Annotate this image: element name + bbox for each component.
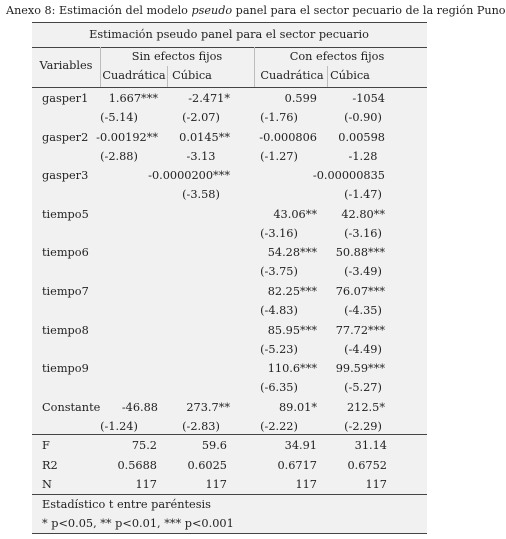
coefficient-cell: 54.28*** [267,246,317,260]
coefficient-cell: 0.0145** [179,130,230,144]
tstat-cell: (-0.90) [344,111,382,124]
coefficient-cell: 99.59*** [335,362,385,376]
tstat-cell: (-2.29) [344,419,382,433]
stat-label: R2 [42,459,58,472]
tstat-cell: (-1.47) [344,188,382,202]
col-header: Cúbica [172,69,212,82]
col-header: Cuadrática [102,69,166,82]
coefficient-cell: 76.07*** [335,285,385,298]
stat-cell: 0.6717 [277,459,317,472]
notes-line2: * p<0.05, ** p<0.01, *** p<0.001 [42,517,234,530]
tstat-cell: -3.13 [186,149,216,163]
tstat-cell: (-2.88) [100,149,138,163]
coefficient-cell: 42.80** [341,207,385,221]
notes-line1: Estadístico t entre paréntesis [42,498,211,511]
coefficient-cell: 89.01* [279,400,317,414]
row-label: tiempo8 [42,323,89,337]
row-label: gasper3 [42,169,89,183]
coefficient-cell: 77.72*** [335,323,385,337]
col-header: Cuadrática [260,69,324,82]
row-label: tiempo6 [42,246,89,260]
tstat-cell: (-1.27) [260,149,298,163]
coefficient-cell: -2.471* [188,92,230,105]
coefficient-cell: -46.88 [121,400,158,414]
tstat-cell: (-2.22) [260,419,298,433]
stat-cell: 0.6752 [347,459,387,472]
row-label: tiempo5 [42,207,89,221]
table-caption [6,4,506,17]
row-label: gasper1 [42,92,89,105]
group-header-sin: Sin efectos fijos [131,50,223,63]
regression-table [32,22,427,534]
tstat-cell: (-5.27) [344,381,382,395]
variables-header: Variables [39,59,93,72]
coefficient-cell: 212.5* [347,400,385,414]
tstat-cell: (-6.35) [260,381,298,395]
coefficient-cell: -1054 [352,92,385,105]
tstat-cell: (-3.16) [260,226,298,240]
caption-italic: pseudo [191,4,233,17]
stat-cell: 0.6025 [187,459,227,472]
coefficient-cell: 85.95*** [267,323,317,337]
stat-label: F [42,439,50,452]
table-title: Estimación pseudo panel para el sector pecuario [89,28,369,41]
stat-cell: 0.5688 [117,459,157,472]
row-label: tiempo9 [42,362,89,376]
caption-prefix: Anexo 8: Estimación del modelo [6,4,192,17]
stat-cell: 117 [295,478,317,491]
tstat-cell: (-2.07) [182,111,220,124]
coefficient-cell: 1.667*** [108,92,158,105]
caption-suffix: panel para el sector pecuario de la región Puno [232,4,506,17]
tstat-cell: (-4.83) [260,304,298,317]
tstat-cell: (-3.16) [344,226,382,240]
tstat-cell: (-3.58) [182,188,220,202]
coefficient-cell: 82.25*** [267,285,317,298]
tstat-cell: -1.28 [348,149,378,163]
row-label: gasper2 [42,130,89,144]
coefficient-cell: 0.00598 [338,130,385,144]
col-header: Cúbica [330,69,370,82]
stat-label: N [42,478,52,491]
coefficient-cell: 273.7** [186,400,230,414]
tstat-cell: (-5.23) [260,342,298,356]
tstat-cell: (-4.35) [344,304,382,317]
tstat-cell: (-3.49) [344,265,382,279]
tstat-cell: (-2.83) [182,419,220,433]
stat-cell: 31.14 [354,439,387,452]
tstat-cell: (-1.24) [100,419,138,433]
stat-cell: 34.91 [284,439,317,452]
coefficient-cell: 0.599 [284,92,317,105]
coefficient-cell: 43.06** [273,207,317,221]
stat-cell: 117 [365,478,387,491]
tstat-cell: (-1.76) [260,111,298,124]
coefficient-cell: -0.000806 [259,130,317,144]
stat-cell: 59.6 [201,439,227,452]
coefficient-cell: 110.6*** [267,362,317,376]
row-label: tiempo7 [42,285,89,298]
coefficient-cell: -0.00000835 [312,169,385,183]
stat-cell: 75.2 [131,439,157,452]
coefficient-cell: -0.0000200*** [148,169,230,183]
stat-cell: 117 [205,478,227,491]
tstat-cell: (-3.75) [260,265,298,279]
group-header-con: Con efectos fijos [289,50,385,63]
tstat-cell: (-4.49) [344,342,382,356]
coefficient-cell: -0.00192** [96,130,158,144]
row-label: Constante [42,400,101,414]
coefficient-cell: 50.88*** [335,246,385,260]
tstat-cell: (-5.14) [100,111,138,124]
stat-cell: 117 [135,478,157,491]
